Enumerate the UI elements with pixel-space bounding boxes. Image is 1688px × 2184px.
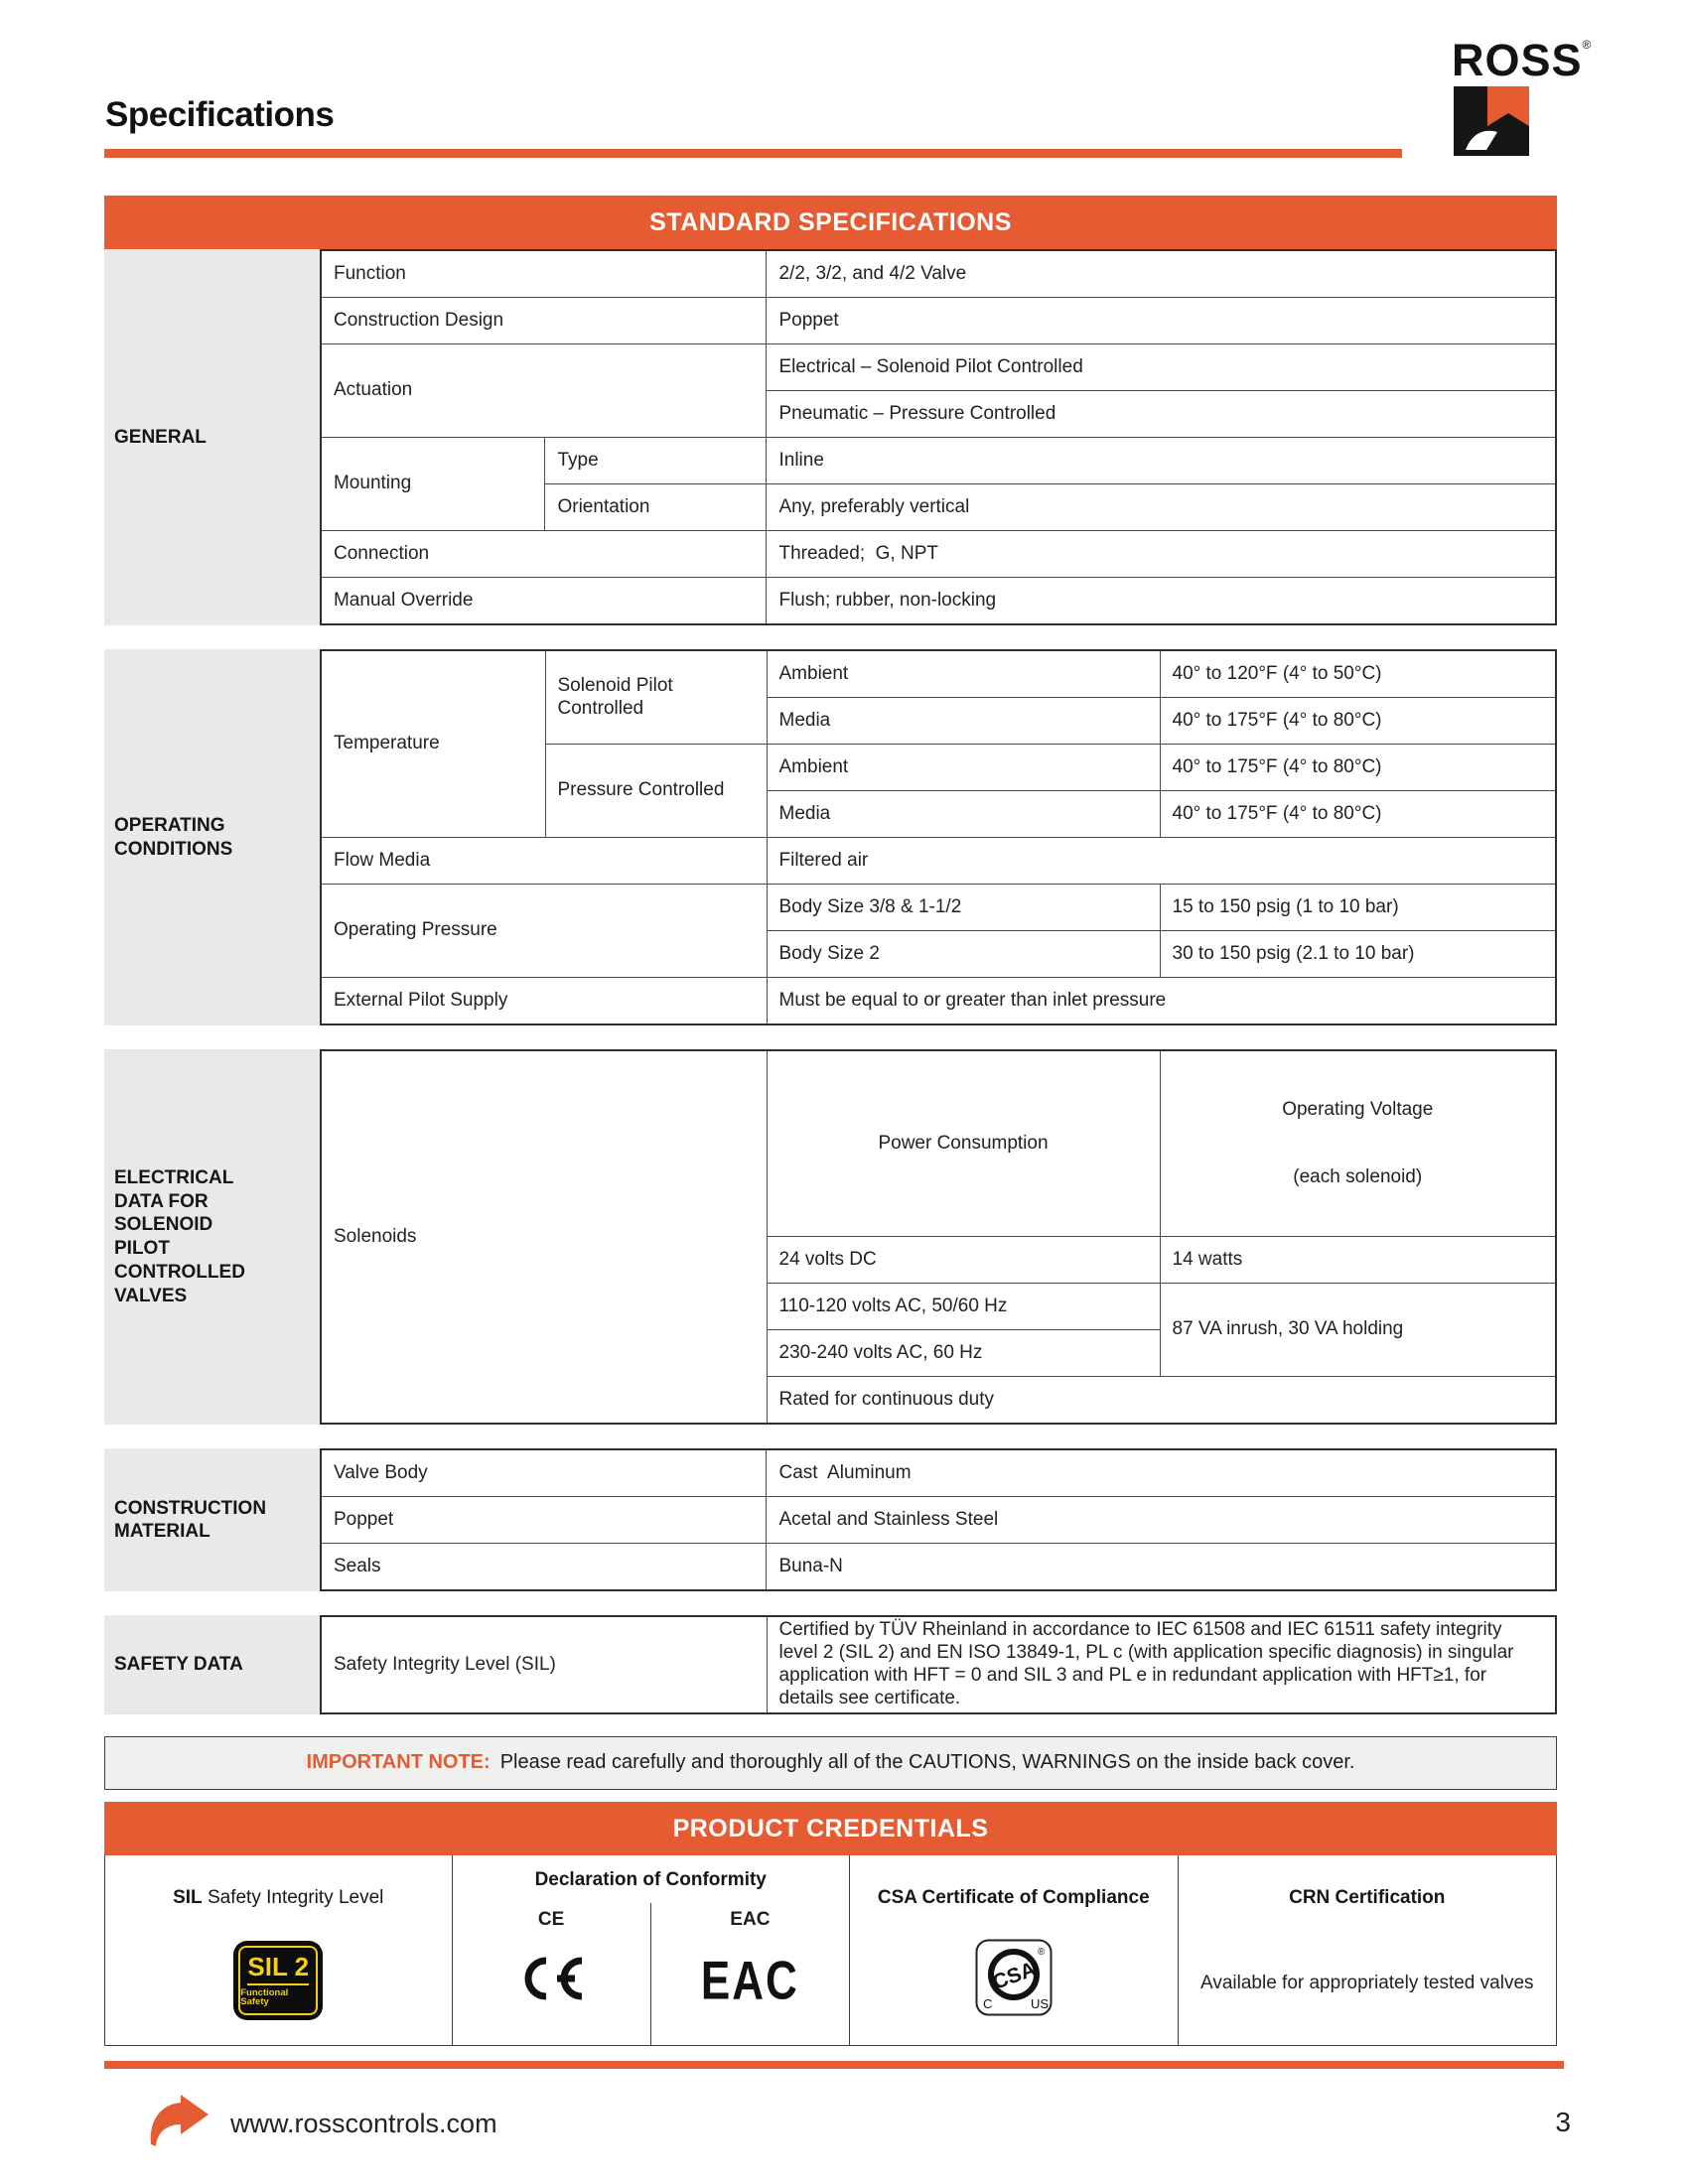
svg-text:US: US bbox=[1030, 1996, 1049, 2011]
footer-arrow-icon bbox=[147, 2093, 211, 2153]
spc-ambient-value: 40° to 120°F (4° to 50°C) bbox=[1160, 650, 1556, 698]
construction-design-label: Construction Design bbox=[321, 298, 767, 344]
important-note-label: IMPORTANT NOTE: bbox=[306, 1751, 491, 1774]
footer-divider bbox=[104, 2061, 1564, 2069]
svg-text:®: ® bbox=[1037, 1947, 1046, 1958]
manual-override-value: Flush; rubber, non-locking bbox=[767, 578, 1556, 625]
svg-text:CSA: CSA bbox=[989, 1958, 1040, 1994]
standard-specifications-header: STANDARD SPECIFICATIONS bbox=[104, 196, 1557, 249]
table-row bbox=[321, 1616, 1556, 1712]
mounting-type-label: Type bbox=[545, 438, 767, 484]
voltage-230-240: 230-240 volts AC, 60 Hz bbox=[767, 1330, 1160, 1377]
manual-override-label: Manual Override bbox=[321, 578, 767, 625]
section-electrical-data-label: ELECTRICAL DATA FOR SOLENOID PILOT CONTROLLED VALVES bbox=[104, 1049, 320, 1425]
flow-media-value: Filtered air bbox=[767, 838, 1556, 885]
general-table bbox=[320, 249, 1557, 625]
body-size-38-label: Body Size 3/8 & 1-1/2 bbox=[767, 885, 1160, 931]
functional-safety-text: Functional Safety bbox=[240, 1986, 289, 2007]
pressure-controlled-label: Pressure Controlled bbox=[545, 745, 767, 838]
crn-column-header: CRN Certification bbox=[1289, 1887, 1446, 1908]
valve-body-value: Cast Aluminum bbox=[767, 1449, 1556, 1497]
sil-column bbox=[105, 1855, 452, 2045]
external-pilot-supply-value: Must be equal to or greater than inlet pressure bbox=[767, 978, 1556, 1025]
section-general bbox=[104, 249, 1557, 625]
section-construction-material-label: CONSTRUCTION MATERIAL bbox=[104, 1448, 320, 1591]
valve-body-label: Valve Body bbox=[321, 1449, 767, 1497]
power-14-watts: 14 watts bbox=[1160, 1237, 1556, 1284]
section-operating-conditions bbox=[104, 649, 1557, 1025]
crn-availability-text: Available for appropriately tested valves bbox=[1200, 1973, 1534, 1993]
actuation-label: Actuation bbox=[321, 344, 767, 438]
ross-logo bbox=[1452, 35, 1601, 161]
duty-note: Rated for continuous duty bbox=[767, 1377, 1556, 1425]
flow-media-label: Flow Media bbox=[321, 838, 767, 885]
csa-column bbox=[849, 1855, 1178, 2045]
section-electrical-data bbox=[104, 1049, 1557, 1425]
table-row bbox=[321, 298, 1556, 344]
connection-value: Threaded; G, NPT bbox=[767, 531, 1556, 578]
sil2-badge bbox=[235, 1943, 321, 2018]
spc-ambient-label: Ambient bbox=[767, 650, 1160, 698]
solenoid-pilot-controlled-label: Solenoid Pilot Controlled bbox=[545, 650, 767, 745]
sil2-badge-text: SIL 2 bbox=[247, 1951, 310, 1981]
body-size-2-label: Body Size 2 bbox=[767, 931, 1160, 978]
pc-media-value: 40° to 175°F (4° to 80°C) bbox=[1160, 791, 1556, 838]
pc-ambient-label: Ambient bbox=[767, 745, 1160, 791]
table-row bbox=[321, 438, 1556, 484]
section-safety-data bbox=[104, 1615, 1557, 1713]
voltage-24vdc: 24 volts DC bbox=[767, 1237, 1160, 1284]
power-consumption-header: Power Consumption bbox=[767, 1050, 1160, 1237]
pc-ambient-value: 40° to 175°F (4° to 80°C) bbox=[1160, 745, 1556, 791]
mounting-orientation-value: Any, preferably vertical bbox=[767, 484, 1556, 531]
sil-label: Safety Integrity Level (SIL) bbox=[321, 1616, 767, 1712]
table-row bbox=[321, 838, 1556, 885]
eac-mark-zone bbox=[651, 1917, 849, 2045]
construction-design-value: Poppet bbox=[767, 298, 1556, 344]
ce-mark-icon bbox=[516, 1954, 586, 2008]
voltage-110-120: 110-120 volts AC, 50/60 Hz bbox=[767, 1284, 1160, 1330]
title-divider bbox=[104, 149, 1402, 158]
spc-media-label: Media bbox=[767, 698, 1160, 745]
pc-media-label: Media bbox=[767, 791, 1160, 838]
important-note-text: Please read carefully and thoroughly all of the CAUTIONS, WARNINGS on the inside back cover. bbox=[499, 1751, 1355, 1774]
product-credentials-table bbox=[104, 1802, 1557, 2046]
function-value: 2/2, 3/2, and 4/2 Valve bbox=[767, 250, 1556, 298]
table-row bbox=[321, 1544, 1556, 1591]
table-row bbox=[321, 650, 1556, 698]
power-87va: 87 VA inrush, 30 VA holding bbox=[1160, 1284, 1556, 1377]
table-row bbox=[321, 978, 1556, 1025]
declaration-of-conformity-header: Declaration of Conformity bbox=[534, 1869, 767, 1890]
table-row bbox=[321, 531, 1556, 578]
product-credentials-body bbox=[104, 1855, 1557, 2046]
body-size-2-value: 30 to 150 psig (2.1 to 10 bar) bbox=[1160, 931, 1556, 978]
ce-mark-zone bbox=[453, 1917, 650, 2045]
ross-logo-text: ROSS bbox=[1452, 35, 1583, 85]
function-label: Function bbox=[321, 250, 767, 298]
page-number: 3 bbox=[1555, 2107, 1571, 2137]
actuation-value-pneumatic: Pneumatic – Pressure Controlled bbox=[767, 391, 1556, 438]
mounting-orientation-label: Orientation bbox=[545, 484, 767, 531]
mounting-label: Mounting bbox=[321, 438, 545, 531]
seals-value: Buna-N bbox=[767, 1544, 1556, 1591]
section-general-label: GENERAL bbox=[104, 249, 320, 625]
page-title: Specifications bbox=[105, 95, 335, 134]
table-row bbox=[321, 344, 1556, 391]
table-row bbox=[321, 1497, 1556, 1544]
csa-column-header: CSA Certificate of Compliance bbox=[877, 1887, 1150, 1908]
operating-voltage-header: Operating Voltage (each solenoid) bbox=[1160, 1050, 1556, 1237]
spc-media-value: 40° to 175°F (4° to 80°C) bbox=[1160, 698, 1556, 745]
temperature-label: Temperature bbox=[321, 650, 545, 838]
eac-header: EAC bbox=[730, 1909, 771, 1930]
standard-specifications-table bbox=[104, 196, 1557, 1790]
ce-subcolumn bbox=[453, 1903, 650, 2045]
operating-conditions-table bbox=[320, 649, 1557, 1025]
section-safety-data-label: SAFETY DATA bbox=[104, 1615, 320, 1713]
table-row bbox=[321, 1050, 1556, 1237]
poppet-value: Acetal and Stainless Steel bbox=[767, 1497, 1556, 1544]
csa-logo-zone bbox=[850, 1915, 1178, 2045]
product-credentials-header: PRODUCT CREDENTIALS bbox=[104, 1802, 1557, 1855]
declaration-of-conformity-column bbox=[452, 1855, 849, 2045]
ce-header: CE bbox=[537, 1909, 565, 1930]
crn-column bbox=[1178, 1855, 1556, 2045]
registered-mark: ® bbox=[1582, 38, 1592, 52]
important-note-bar bbox=[104, 1736, 1557, 1790]
safety-data-table bbox=[320, 1615, 1557, 1713]
table-row bbox=[321, 1449, 1556, 1497]
svg-text:C: C bbox=[982, 1996, 993, 2011]
ross-flag-icon bbox=[1454, 86, 1601, 161]
sil-column-header: SIL Safety Integrity Level bbox=[173, 1887, 384, 1908]
actuation-value-electrical: Electrical – Solenoid Pilot Controlled bbox=[767, 344, 1556, 391]
solenoids-label: Solenoids bbox=[321, 1050, 767, 1424]
external-pilot-supply-label: External Pilot Supply bbox=[321, 978, 767, 1025]
section-construction-material bbox=[104, 1448, 1557, 1591]
seals-label: Seals bbox=[321, 1544, 767, 1591]
table-row bbox=[321, 578, 1556, 625]
csa-logo-icon bbox=[975, 1939, 1053, 2021]
sil-value: Certified by TÜV Rheinland in accordance to IEC 61508 and IEC 61511 safety integrity level 2 (SIL 2) and EN ISO 13849-1, PL c (with application specific diagnosis) in singular application with HFT = 0 and SIL 3 and PL e in redundant application with HFT≥1, for details see certificate. bbox=[767, 1616, 1556, 1712]
construction-material-table bbox=[320, 1448, 1557, 1591]
eac-subcolumn bbox=[650, 1903, 849, 2045]
section-operating-conditions-label: OPERATING CONDITIONS bbox=[104, 649, 320, 1025]
operating-pressure-label: Operating Pressure bbox=[321, 885, 767, 978]
footer-website-link[interactable]: www.rosscontrols.com bbox=[230, 2109, 497, 2138]
eac-mark-icon: EAC bbox=[700, 1950, 799, 2011]
mounting-type-value: Inline bbox=[767, 438, 1556, 484]
poppet-label: Poppet bbox=[321, 1497, 767, 1544]
connection-label: Connection bbox=[321, 531, 767, 578]
electrical-data-table bbox=[320, 1049, 1557, 1425]
table-row bbox=[321, 885, 1556, 931]
body-size-38-value: 15 to 150 psig (1 to 10 bar) bbox=[1160, 885, 1556, 931]
sil-badge-zone bbox=[105, 1915, 452, 2045]
table-row bbox=[321, 250, 1556, 298]
